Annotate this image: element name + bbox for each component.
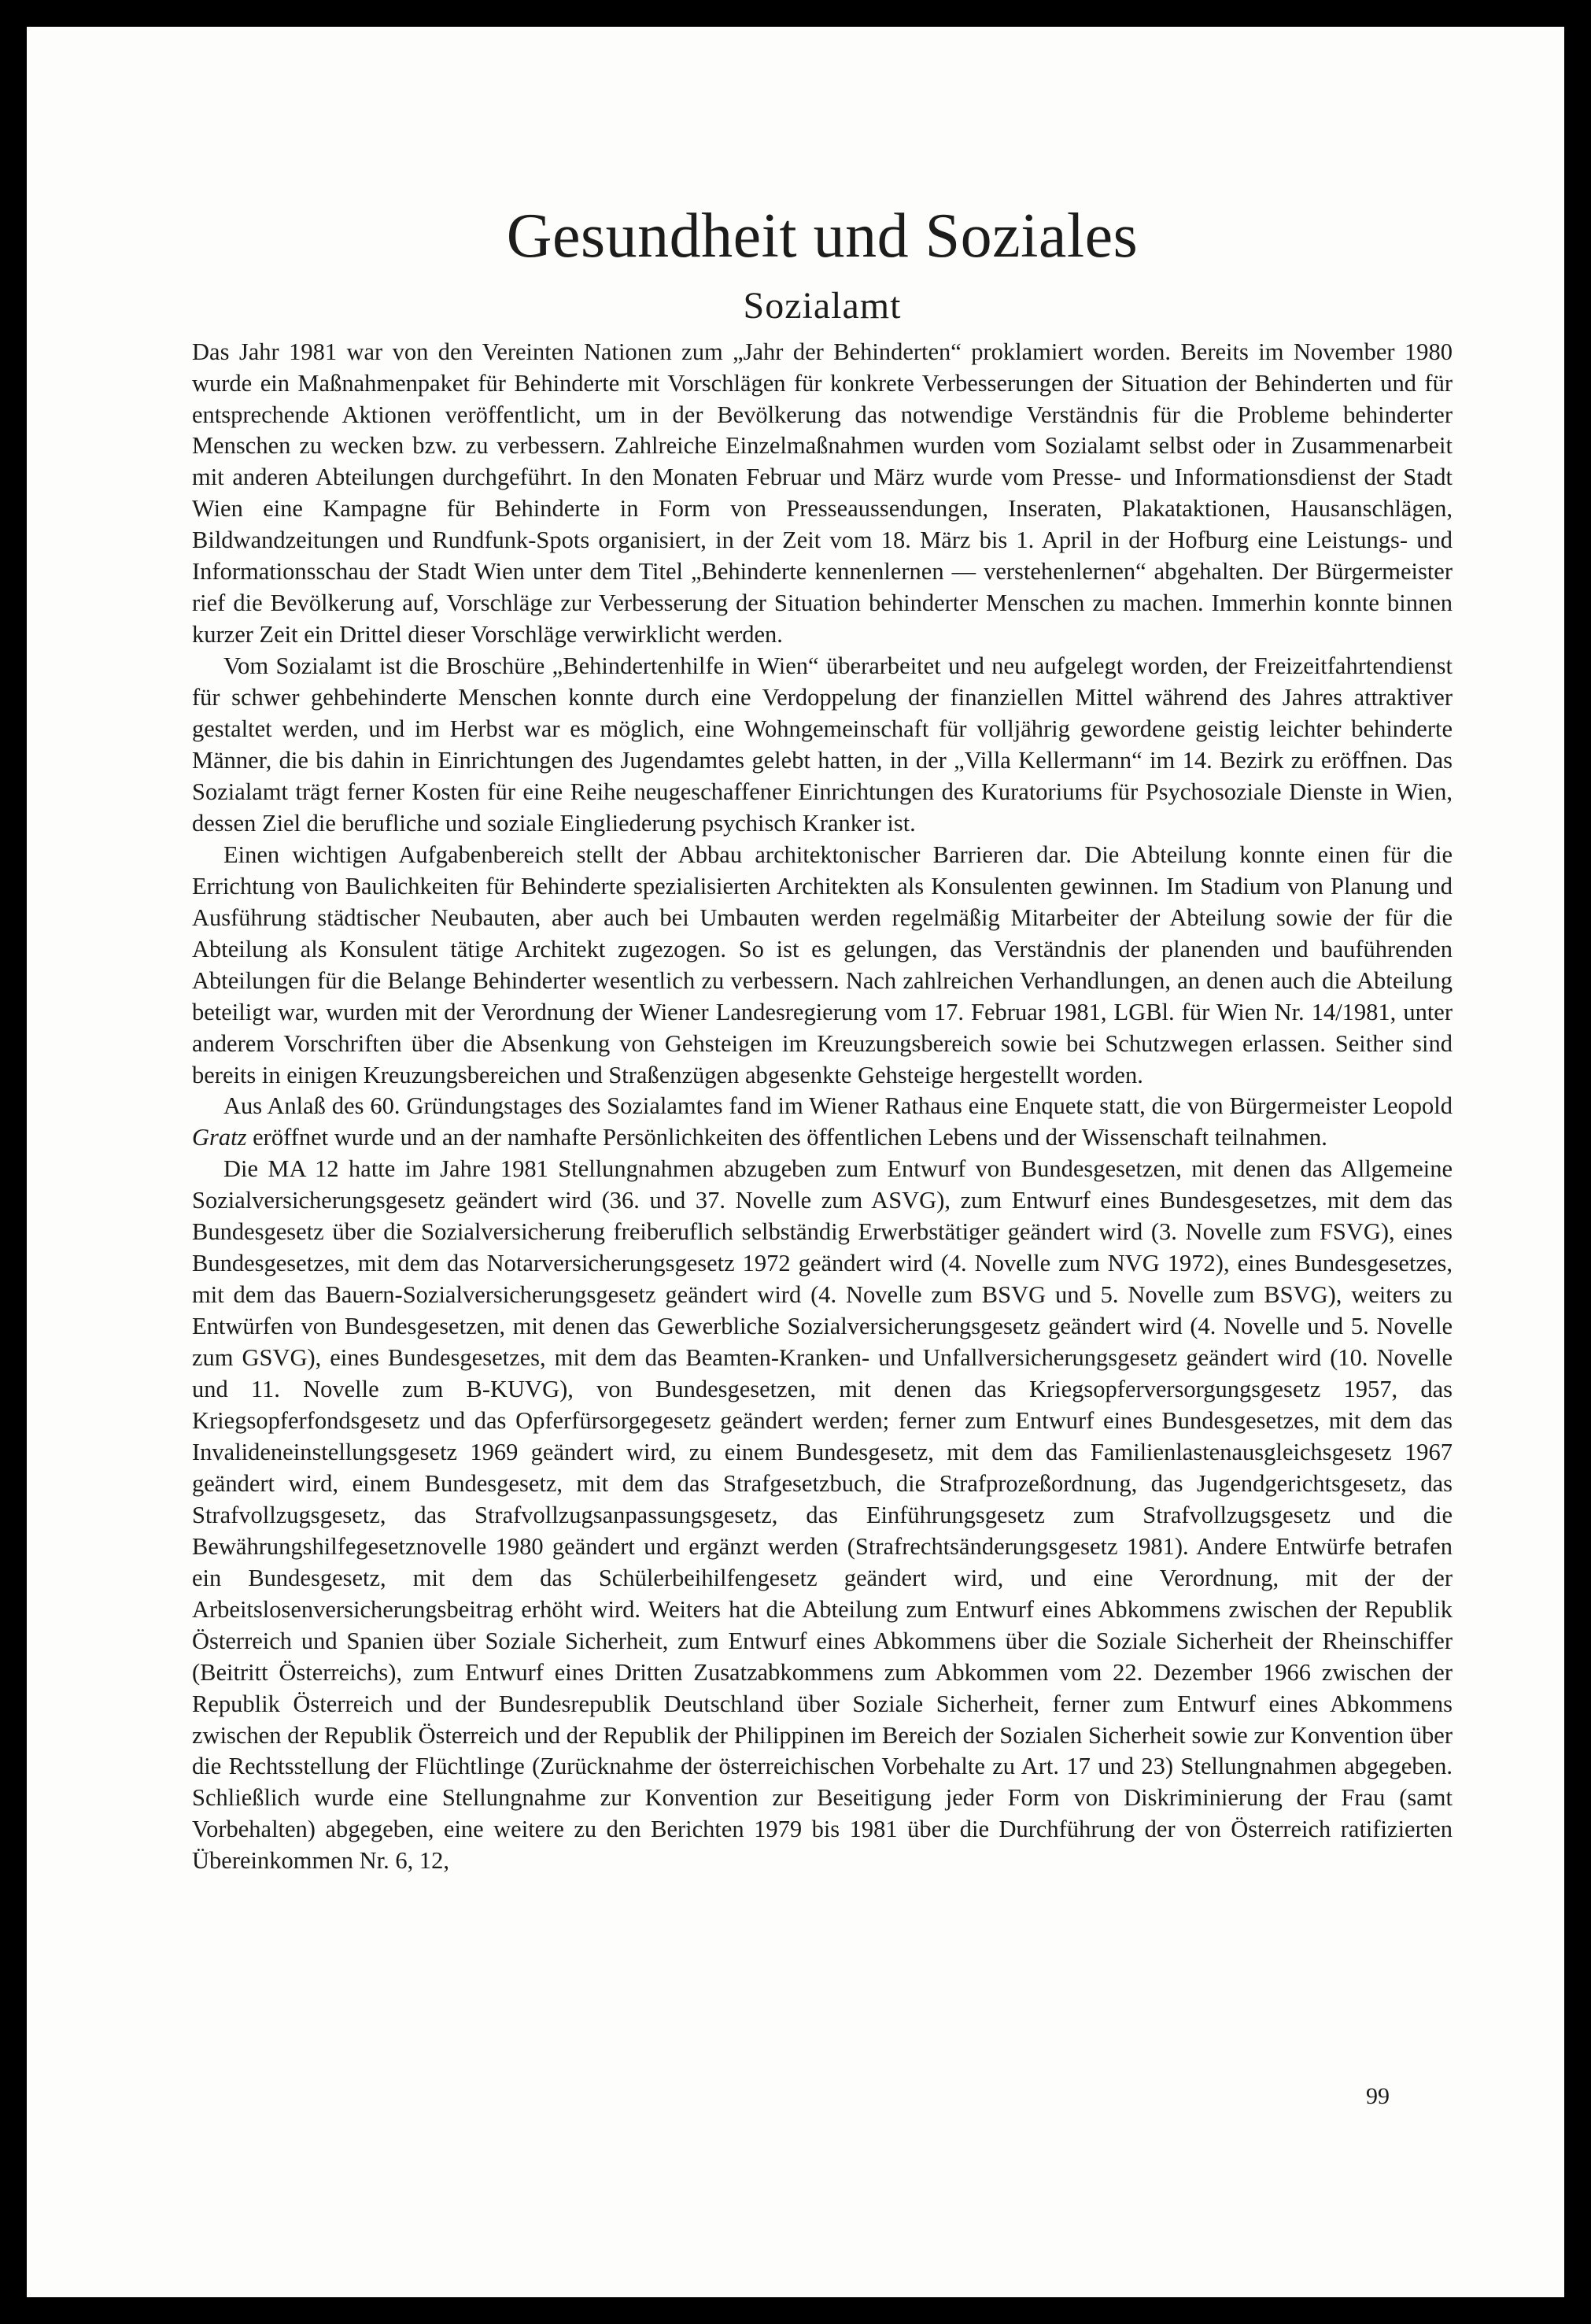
section-heading: Sozialamt xyxy=(743,285,902,327)
page-number: 99 xyxy=(1366,2083,1390,2109)
paragraph-enquete xyxy=(192,1091,1453,1154)
page-title: Gesundheit und Soziales xyxy=(506,201,1139,271)
paragraph-year-of-disabled: Das Jahr 1981 war von den Vereinten Nationen zum „Jahr der Behinderten“ proklamiert worden. Bereits im November 1980 wurde ein Maßnahmenpaket für Behinderte mit Vorschlägen für konkrete Verbesserungen der Situation der Behinderten und für entsprechende Aktionen veröffentlicht, um in der Bevölkerung das notwendige Verständnis für die Probleme behinderter Menschen zu wecken bzw. zu verbessern. Zahlreiche Einzelmaßnahmen wurden vom Sozialamt selbst oder in Zusammenarbeit mit anderen Abteilungen durchgeführt. In den Monaten Februar und März wurde vom Presse- und Informationsdienst der Stadt Wien eine Kampagne für Behinderte in Form von Presseaussendungen, Inseraten, Plakataktionen, Hausanschlägen, Bildwandzeitungen und Rundfunk-Spots organisiert, in der Zeit vom 18. März bis 1. April in der Hofburg eine Leistungs- und Informationsschau der Stadt Wien unter dem Titel „Behinderte kennenlernen — verstehenlernen“ abgehalten. Der Bürgermeister rief die Bevölkerung auf, Vorschläge zur Verbesserung der Situation behinderter Menschen zu machen. Immerhin konnte binnen kurzer Zeit ein Drittel dieser Vorschläge verwirklicht werden. xyxy=(192,338,1453,648)
paragraph-legislation: Die MA 12 hatte im Jahre 1981 Stellungnahmen abzugeben zum Entwurf von Bundesgesetzen, mit denen das Allgemeine Sozialversicherungsgesetz geändert wird (36. und 37. Novelle zum ASVG), zum Entwurf eines Bundesgesetzes, mit dem das Bundesgesetz über die Sozialversicherung freiberuflich selbständig Erwerbstätiger geändert wird (3. Novelle zum FSVG), eines Bundesgesetzes, mit dem das Notarversicherungsgesetz 1972 geändert wird (4. Novelle zum NVG 1972), eines Bundesgesetzes, mit dem das Bauern-Sozialversicherungsgesetz geändert wird (4. Novelle zum BSVG und 5. Novelle zum BSVG), weiters zu Entwürfen von Bundesgesetzen, mit denen das Gewerbliche Sozialversicherungsgesetz geändert wird (4. Novelle und 5. Novelle zum GSVG), eines Bundesgesetzes, mit dem das Beamten-Kranken- und Unfallversicherungsgesetz geändert wird (10. Novelle und 11. Novelle zum B-KUVG), von Bundesgesetzen, mit denen das Kriegsopferversorgungsgesetz 1957, das Kriegsopferfondsgesetz und das Opferfürsorgegesetz geändert werden; ferner zum Entwurf eines Bundesgesetzes, mit dem das Invalideneinstellungsgesetz 1969 geändert wird, zu einem Bundesgesetz, mit dem das Familienlastenausgleichsgesetz 1967 geändert wird, einem Bundesgesetz, mit dem das Strafgesetzbuch, die Strafprozeßordnung, das Jugendgerichtsgesetz, das Strafvollzugsgesetz, das Strafvollzugsanpassungsgesetz, das Einführungsgesetz zum Strafvollzugsgesetz und die Bewährungshilfegesetznovelle 1980 geändert und ergänzt werden (Strafrechtsänderungsgesetz 1981). Andere Entwürfe betrafen ein Bundesgesetz, mit dem das Schülerbeihilfengesetz geändert wird, und eine Verordnung, mit der der Arbeitslosenversicherungsbeitrag erhöht wird. Weiters hat die Abteilung zum Entwurf eines Abkommens zwischen der Republik Österreich und Spanien über Soziale Sicherheit, zum Entwurf eines Abkommens über die Soziale Sicherheit der Rheinschiffer (Beitritt Österreichs), zum Entwurf eines Dritten Zusatzabkommens zum Abkommen vom 22. Dezember 1966 zwischen der Republik Österreich und der Bundesrepublik Deutschland über Soziale Sicherheit, ferner zum Entwurf eines Abkommens zwischen der Republik Österreich und der Republik der Philippinen im Bereich der Sozialen Sicherheit sowie zur Konvention über die Rechtsstellung der Flüchtlinge (Zurücknahme der österreichischen Vorbehalte zu Art. 17 und 23) Stellungnahmen abgegeben. Schließlich wurde eine Stellungnahme zur Konvention zur Beseitigung jeder Form von Diskriminierung der Frau (samt Vorbehalten) abgegeben, eine weitere zu den Berichten 1979 bis 1981 über die Durchführung der von Österreich ratifizierten Übereinkommen Nr. 6, 12, xyxy=(192,1155,1453,1875)
document-page xyxy=(27,27,1564,2297)
enquete-text-after: eröffnet wurde und an der namhafte Persönlichkeiten des öffentlichen Lebens und der Wissenschaft teilnahmen. xyxy=(246,1124,1327,1151)
paragraph-barriers: Einen wichtigen Aufgabenbereich stellt der Abbau architektonischer Barrieren dar. Die Abteilung konnte einen für die Errichtung von Baulichkeiten für Behinderte spezialisierten Architekten als Konsulenten gewinnen. Im Stadium von Planung und Ausführung städtischer Neubauten, aber auch bei Umbauten werden regelmäßig Mitarbeiter der Abteilung sowie der für die Abteilung als Konsulent tätige Architekt zugezogen. So ist es gelungen, das Verständnis der planenden und bauführenden Abteilungen für die Belange Behinderter wesentlich zu verbessern. Nach zahlreichen Verhandlungen, an denen auch die Abteilung beteiligt war, wurden mit der Verordnung der Wiener Landesregierung vom 17. Februar 1981, LGBl. für Wien Nr. 14/1981, unter anderem Vorschriften über die Absenkung von Gehsteigen im Kreuzungsbereich sowie bei Schutzwegen erlassen. Seither sind bereits in einigen Kreuzungsbereichen und Straßenzügen abgesenkte Gehsteige hergestellt worden. xyxy=(192,841,1453,1088)
enquete-text-before: Aus Anlaß des 60. Gründungstages des Sozialamtes fand im Wiener Rathaus eine Enquete statt, die von Bürgermeister Leopold xyxy=(223,1092,1453,1120)
article-body xyxy=(192,200,1453,1877)
paragraph-brochure: Vom Sozialamt ist die Broschüre „Behindertenhilfe in Wien“ überarbeitet und neu aufgelegt worden, der Freizeitfahrtendienst für schwer gehbehinderte Menschen konnte durch eine Verdoppelung der finanziellen Mittel während des Jahres attraktiver gestaltet werden, und im Herbst war es möglich, eine Wohngemeinschaft für volljährig gewordene geistig leichter behinderte Männer, die bis dahin in Einrichtungen des Jugendamtes gelebt hatten, in der „Villa Kellermann“ im 14. Bezirk zu eröffnen. Das Sozialamt trägt ferner Kosten für eine Reihe neugeschaffener Einrichtungen des Kuratoriums für Psychosoziale Dienste in Wien, dessen Ziel die berufliche und soziale Eingliederung psychisch Kranker ist. xyxy=(192,652,1453,837)
person-name-gratz: Gratz xyxy=(192,1124,247,1151)
